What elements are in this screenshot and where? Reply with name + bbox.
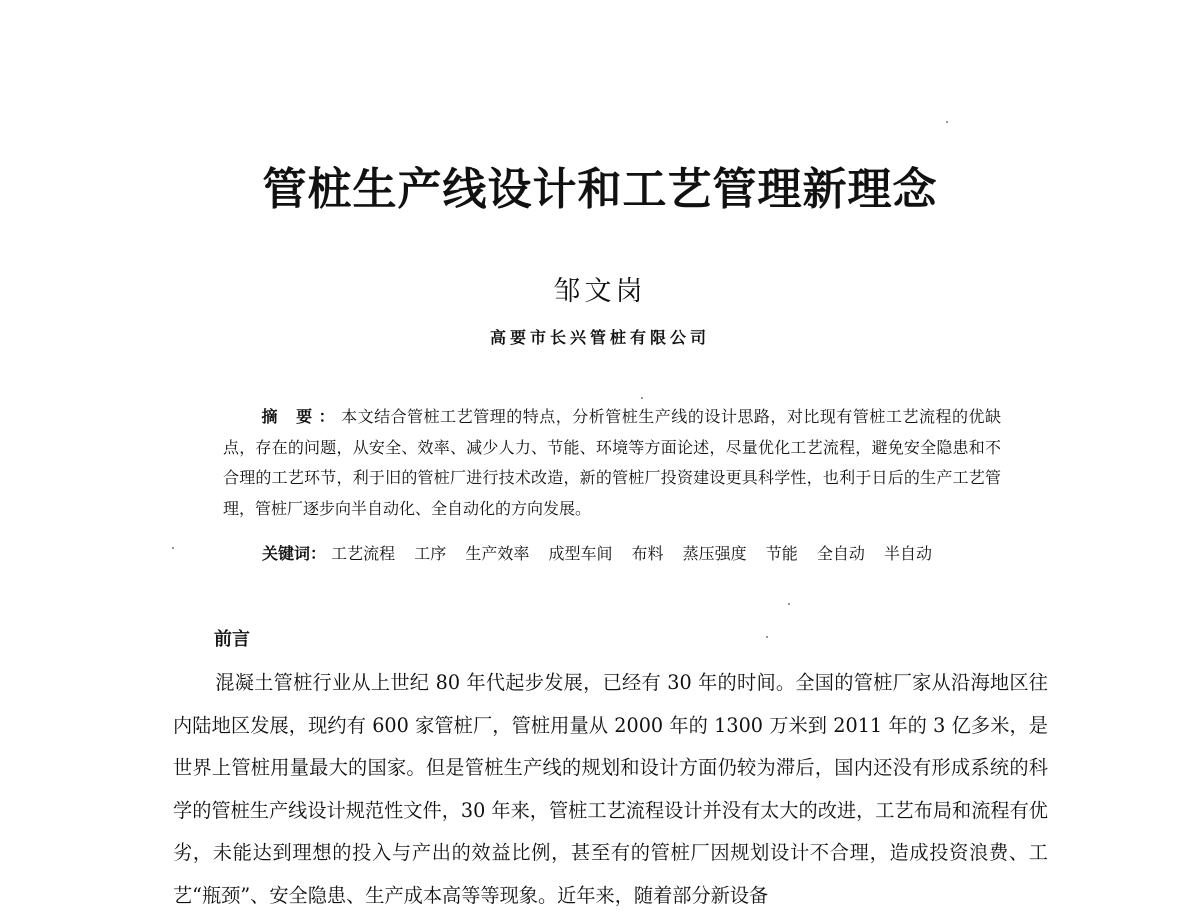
keyword: 半自动 [883,544,932,563]
paper-title: 管桩生产线设计和工艺管理新理念 [262,164,938,215]
keywords-line [262,539,1002,569]
keyword: 节能 [765,544,798,563]
keywords-label: 关键词： [262,544,327,563]
abstract-label: 摘 要： [261,407,342,426]
scan-speck [766,636,768,638]
scan-speck [172,547,174,549]
section-heading-preface: 前言 [214,629,250,650]
keyword: 工序 [414,544,447,563]
abstract-block [223,402,1001,524]
author-affiliation: 高要市长兴管桩有限公司 [489,328,710,347]
keyword: 全自动 [816,544,865,563]
keyword: 成型车间 [548,544,613,563]
scan-speck [946,121,948,123]
scan-speck [788,603,790,605]
body-paragraph-text: 混凝土管桩行业从上世纪 80 年代起步发展，已经有 30 年的时间。全国的管桩厂家从沿海地区往内陆地区发展，现约有 600 家管桩厂，管桩用量从 2000 年的 1300 万米到 2011 年的 3 亿多米，是世界上管桩用量最大的国家。但是管桩生产线的规划和设计方面仍较为滞后，国内还没有形成系统的科学的管桩生产线设计规范性文件，30 年来，管桩工艺流程设计并没有太大的改进，工艺布局和流程有优劣，未能达到理想的投入与产出的效益比例，甚至有的管桩厂因规划设计不合理，造成投资浪费、工艺“瓶颈”、安全隐患、生产成本高等等现象。近年来，随着部分新设备 [173,671,1048,907]
paper-author: 邹文岗 [553,276,647,307]
keyword: 工艺流程 [331,544,396,563]
keyword: 布料 [631,544,664,563]
body-paragraph [173,662,1048,917]
abstract-text: 本文结合管桩工艺管理的特点，分析管桩生产线的设计思路，对比现有管桩工艺流程的优缺点，存在的问题，从安全、效率、减少人力、节能、环境等方面论述，尽量优化工艺流程，避免安全隐患和不合理的工艺环节，利于旧的管桩厂进行技术改造，新的管桩厂投资建设更具科学性，也利于日后的生产工艺管理，管桩厂逐步向半自动化、全自动化的方向发展。 [223,407,1001,518]
keyword: 生产效率 [465,544,530,563]
scan-speck [641,397,643,399]
keyword: 蒸压强度 [682,544,747,563]
